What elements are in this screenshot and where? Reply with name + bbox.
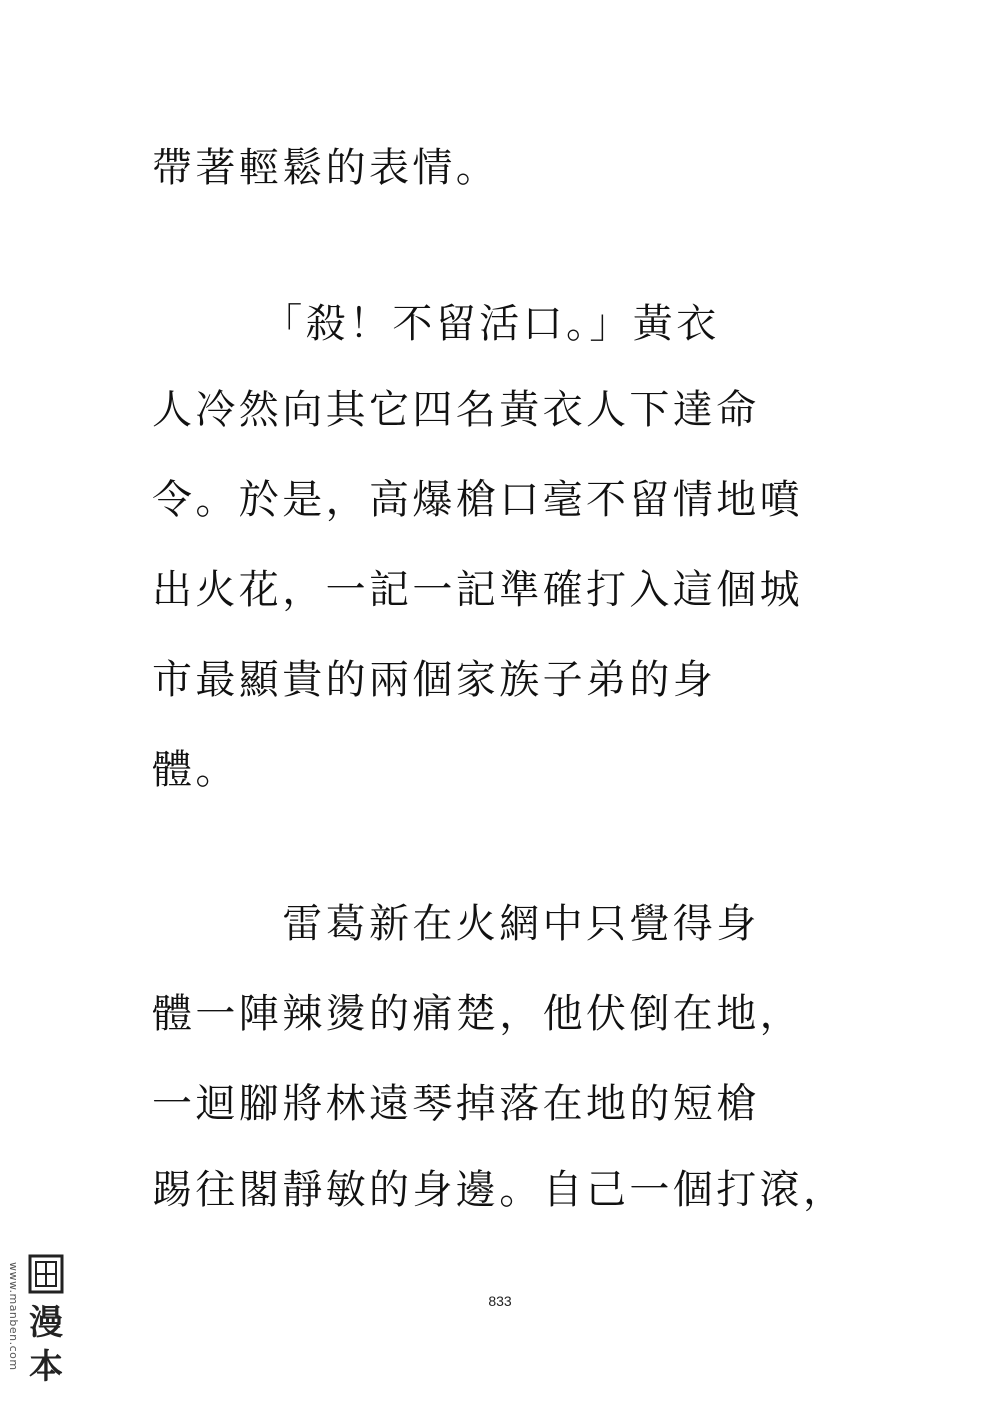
svg-text:本: 本 [29, 1347, 63, 1387]
text-line-10: 一迴腳將林遠琴掉落在地的短槍 [152, 1081, 760, 1127]
watermark-logo-icon [26, 1254, 66, 1404]
text-line-1: 帶著輕鬆的表情。 [152, 145, 500, 191]
text-line-4: 令。於是，高爆槍口毫不留情地噴 [152, 477, 803, 523]
text-line-2: 「殺！不留活口。」黃衣 [152, 301, 720, 347]
text-line-7: 體。 [152, 747, 239, 793]
text-line-5: 出火花，一記一記準確打入這個城 [152, 567, 803, 613]
text-line-11: 踢往閣靜敏的身邊。自己一個打滾， [152, 1167, 847, 1213]
page-number: 833 [488, 1293, 512, 1309]
text-line-6: 市最顯貴的兩個家族子弟的身 [152, 657, 717, 703]
watermark-url: www.manben.com [7, 1262, 20, 1371]
svg-text:漫: 漫 [29, 1303, 63, 1343]
text-line-9: 體一陣辣燙的痛楚，他伏倒在地， [152, 991, 803, 1037]
text-line-3: 人冷然向其它四名黃衣人下達命 [152, 387, 760, 433]
text-line-8: 雷葛新在火網中只覺得身 [152, 901, 760, 947]
